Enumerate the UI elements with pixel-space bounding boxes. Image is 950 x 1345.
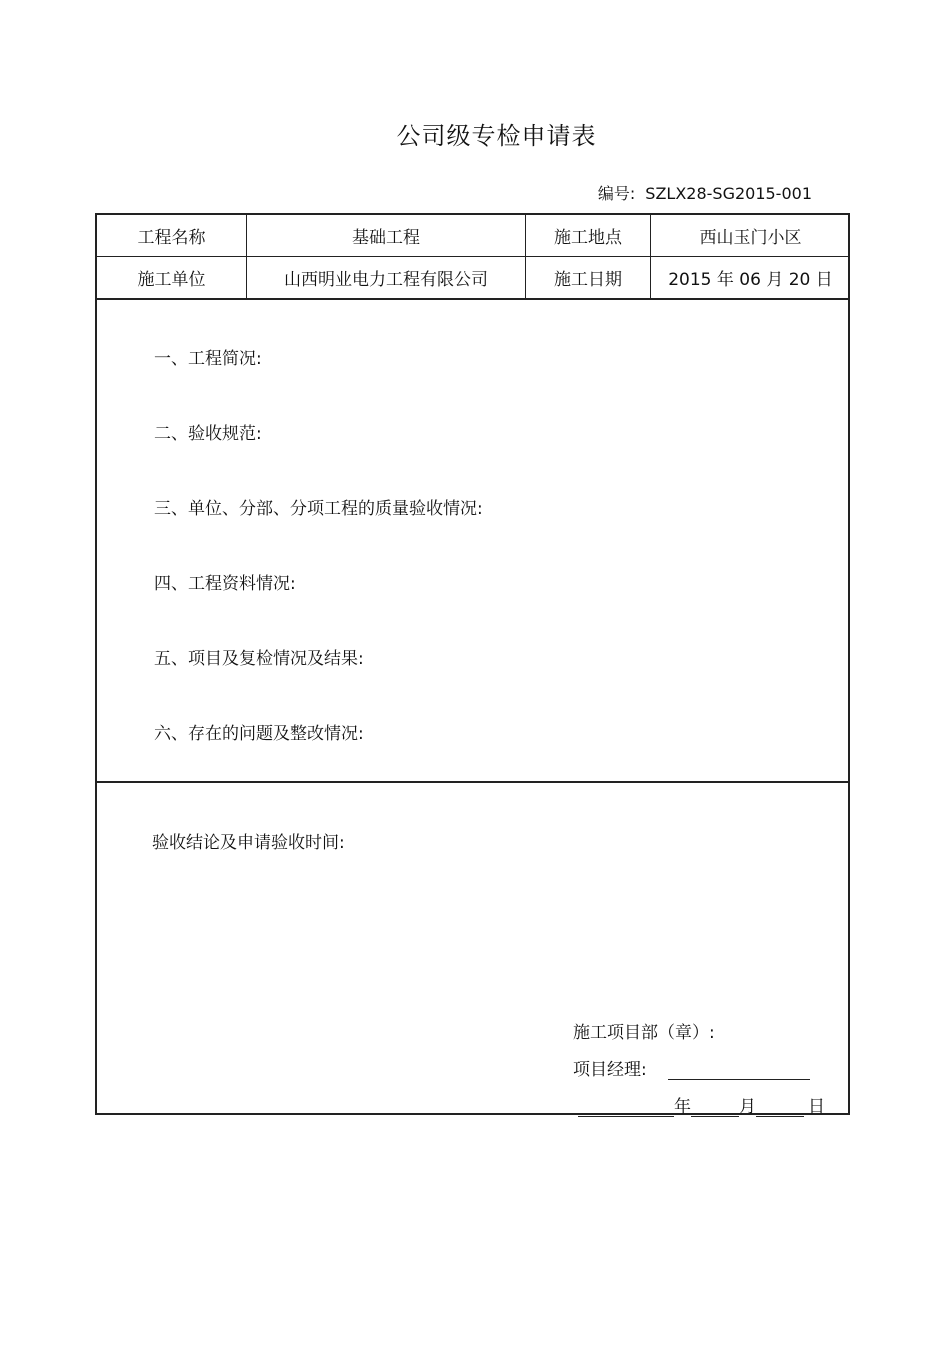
conclusion-section — [97, 783, 848, 1117]
project-name-value: 基础工程 — [247, 215, 526, 256]
item-project-documents: 四、工程资料情况: — [154, 574, 296, 594]
item-quality-acceptance: 三、单位、分部、分项工程的质量验收情况: — [154, 499, 483, 519]
contractor-label: 施工单位 — [97, 257, 247, 298]
inspection-form-table — [95, 213, 850, 1115]
project-manager-line — [573, 1055, 810, 1080]
project-dept-seal-line — [573, 1018, 715, 1043]
serial-number — [598, 181, 812, 204]
year-label: 年 — [674, 1097, 691, 1117]
item-issues-rectification: 六、存在的问题及整改情况: — [154, 724, 364, 744]
month-blank[interactable] — [691, 1098, 739, 1117]
form-title: 公司级专检申请表 — [396, 122, 597, 150]
site-location-value: 西山玉门小区 — [699, 228, 802, 248]
site-location-label: 施工地点 — [526, 215, 651, 256]
day-blank[interactable] — [756, 1098, 804, 1117]
day-label: 日 — [808, 1097, 825, 1117]
construction-date-value: 2015 年 06 月 20 日 — [668, 270, 833, 290]
item-project-overview: 一、工程简况: — [154, 349, 262, 369]
construction-date-label: 施工日期 — [526, 257, 651, 298]
item-recheck-results: 五、项目及复检情况及结果: — [154, 649, 364, 669]
project-name-label: 工程名称 — [97, 215, 247, 256]
inspection-items-section — [97, 300, 848, 783]
serial-label: 编号: — [597, 184, 636, 203]
project-manager-label: 项目经理: — [573, 1060, 647, 1080]
year-blank[interactable] — [578, 1098, 674, 1117]
month-label: 月 — [739, 1097, 756, 1117]
item-acceptance-standards: 二、验收规范: — [154, 424, 262, 444]
signature-date-line — [578, 1092, 825, 1117]
header-row-contractor — [97, 257, 848, 300]
contractor-value: 山西明业电力工程有限公司 — [247, 257, 526, 298]
conclusion-label: 验收结论及申请验收时间: — [152, 833, 345, 853]
project-dept-seal-label: 施工项目部（章）: — [573, 1023, 715, 1043]
serial-value: SZLX28-SG2015-001 — [645, 184, 812, 203]
project-manager-signature-blank[interactable] — [668, 1061, 810, 1080]
header-row-project — [97, 215, 848, 257]
